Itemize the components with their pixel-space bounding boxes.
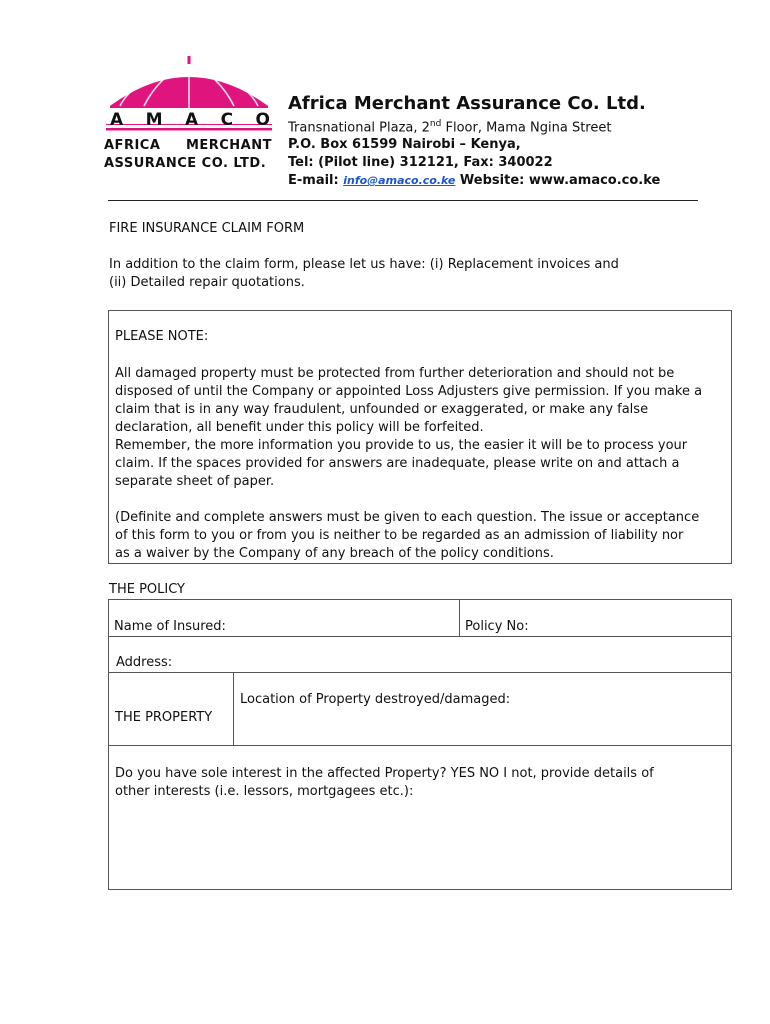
company-address: Transnational Plaza, 2nd Floor, Mama Ngina Street <box>288 119 612 136</box>
email-link[interactable]: info@amaco.co.ke <box>343 174 456 187</box>
intro-line-2: (ii) Detailed repair quotations. <box>109 275 305 290</box>
note-line: (Definite and complete answers must be given to each question. The issue or acceptance <box>115 510 700 525</box>
sole-interest-question-line2: other interests (i.e. lessors, mortgagees etc.): <box>115 784 414 799</box>
intro-line-1: In addition to the claim form, please let us have: (i) Replacement invoices and <box>109 257 619 272</box>
policy-no-label: Policy No: <box>465 619 529 634</box>
note-line: claim. If the spaces provided for answers are inadequate, please write on and attach a <box>115 456 680 471</box>
header-divider <box>108 200 698 201</box>
company-contact: E-mail: info@amaco.co.ke Website: www.amaco.co.ke <box>288 173 661 188</box>
form-title: FIRE INSURANCE CLAIM FORM <box>109 221 305 236</box>
address-label: Address: <box>116 655 173 670</box>
sole-interest-question-line1: Do you have sole interest in the affected Property? YES NO I not, provide details of <box>115 766 654 781</box>
note-line: as a waiver by the Company of any breach of the policy conditions. <box>115 546 554 561</box>
address-field[interactable] <box>108 636 732 673</box>
company-name: Africa Merchant Assurance Co. Ltd. <box>288 93 646 114</box>
note-line: of this form to you or from you is neither to be regarded as an admission of liability nor <box>115 528 684 543</box>
note-paragraph-1 <box>115 365 702 491</box>
logo-letter: A <box>184 110 199 130</box>
company-tel: Tel: (Pilot line) 312121, Fax: 340022 <box>288 155 553 170</box>
note-line: separate sheet of paper. <box>115 474 275 489</box>
policy-section-title: THE POLICY <box>109 582 186 597</box>
logo-acronym <box>110 110 270 130</box>
logo-letter: M <box>145 110 163 130</box>
company-po-box: P.O. Box 61599 Nairobi – Kenya, <box>288 137 521 152</box>
note-paragraph-2 <box>115 509 699 563</box>
note-line: claim that is in any way fraudulent, unfounded or exaggerated, or make any false <box>115 402 649 417</box>
note-line: All damaged property must be protected from further deterioration and should not be <box>115 366 675 381</box>
location-of-property-field[interactable] <box>233 672 732 746</box>
logo-letter: A <box>110 110 124 130</box>
logo-text-line2: ASSURANCE CO. LTD. <box>104 156 267 171</box>
property-label: THE PROPERTY <box>115 710 213 725</box>
please-note-heading: PLEASE NOTE: <box>115 329 209 344</box>
location-of-property-label: Location of Property destroyed/damaged: <box>240 692 511 707</box>
logo-letter: C <box>220 110 234 130</box>
note-line: Remember, the more information you provide to us, the easier it will be to process your <box>115 438 688 453</box>
note-line: disposed of until the Company or appointed Loss Adjusters give permission. If you make a <box>115 384 703 399</box>
logo-letter: O <box>255 110 270 130</box>
property-label-cell <box>108 672 234 746</box>
note-line: declaration, all benefit under this policy will be forfeited. <box>115 420 484 435</box>
logo-text-line1: AFRICA MERCHANT <box>104 138 272 153</box>
name-of-insured-label: Name of Insured: <box>114 619 226 634</box>
